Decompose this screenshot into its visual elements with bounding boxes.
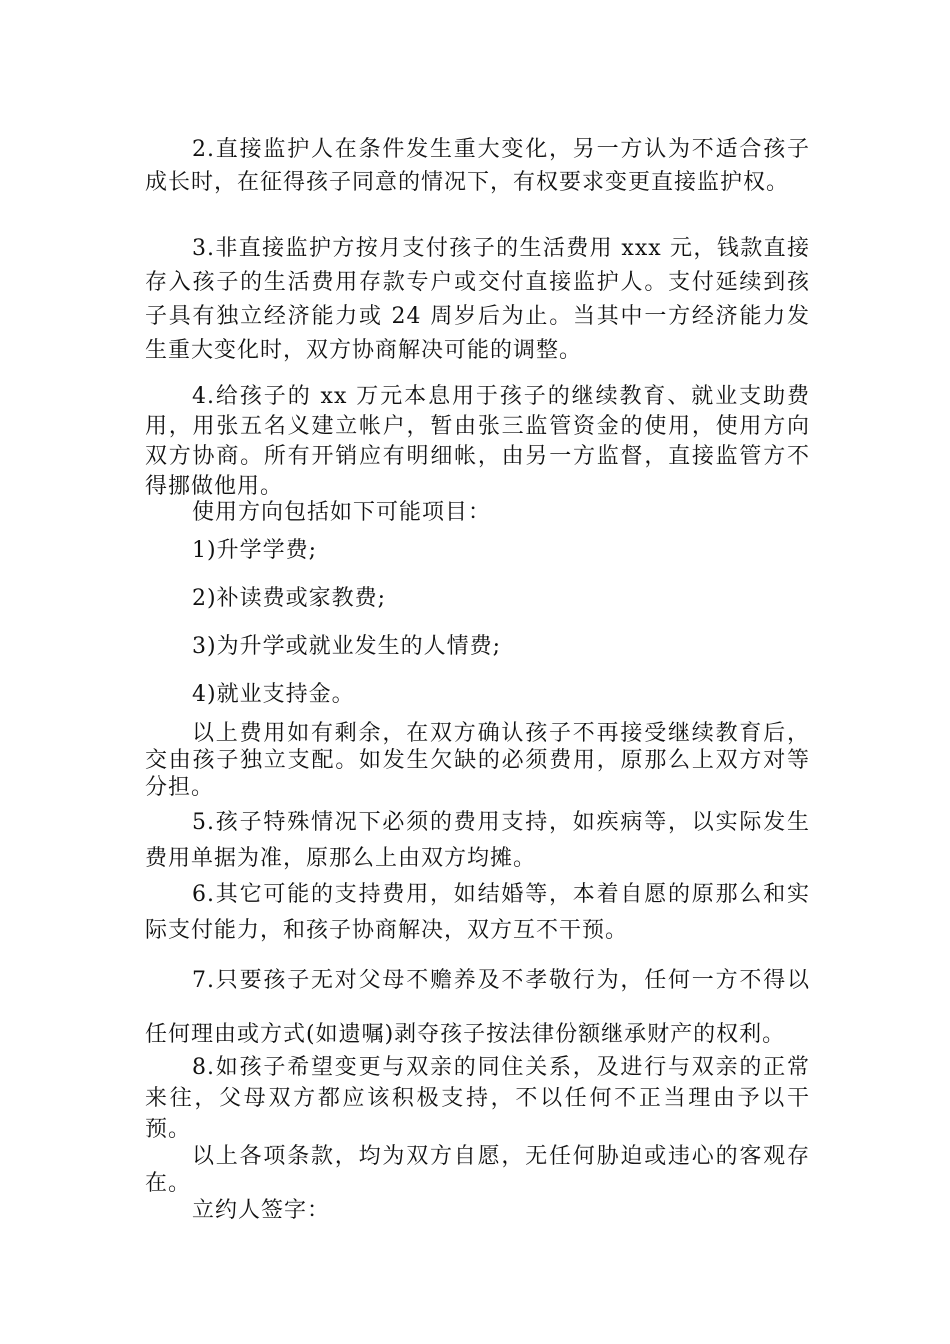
clause-6-paragraph: 6.其它可能的支持费用，如结婚等，本着自愿的原那么和实际支付能力，和孩子协商解决，双方互不干预。	[145, 882, 810, 943]
usage-item-2: 2)补读费或家教费;	[192, 586, 386, 611]
clause-8-paragraph: 8.如孩子希望变更与双亲的同住关系，及进行与双亲的正常来往，父母双方都应该积极支持，不以任何不正当理由予以干预。	[145, 1055, 810, 1142]
remaining-funds-paragraph: 以上费用如有剩余，在双方确认孩子不再接受继续教育后，交由孩子独立支配。如发生欠缺的必须费用，原那么上双方对等分担。	[145, 721, 810, 800]
usage-item-1: 1)升学学费;	[192, 538, 317, 563]
usage-item-4: 4)就业支持金。	[192, 682, 355, 707]
clause-2-paragraph: 2.直接监护人在条件发生重大变化，另一方认为不适合孩子成长时，在征得孩子同意的情况下，有权要求变更直接监护权。	[145, 137, 810, 195]
clause-5-paragraph: 5.孩子特殊情况下必须的费用支持，如疾病等，以实际发生费用单据为准，原那么上由双方均摊。	[145, 810, 810, 871]
signature-label: 立约人签字：	[192, 1198, 331, 1223]
clause-7-paragraph: 7.只要孩子无对父母不赡养及不孝敬行为，任何一方不得以任何理由或方式(如遗嘱)剥夺孩子按法律份额继承财产的权利。	[145, 968, 810, 1047]
clause-4-paragraph: 4.给孩子的 xx 万元本息用于孩子的继续教育、就业支助费用，用张五名义建立帐户，暂由张三监管资金的使用，使用方向双方协商。所有开销应有明细帐，由另一方监督，直接监管方不得挪做他用。	[145, 384, 810, 499]
usage-item-3: 3)为升学或就业发生的人情费;	[192, 634, 501, 659]
usage-intro-line: 使用方向包括如下可能项目：	[192, 500, 492, 525]
clause-3-paragraph: 3.非直接监护方按月支付孩子的生活费用 xxx 元，钱款直接存入孩子的生活费用存款专户或交付直接监护人。支付延续到孩子具有独立经济能力或 24 周岁后为止。当其中一方经济能力发生重大变化时，双方协商解决可能的调整。	[145, 236, 810, 363]
voluntary-statement-paragraph: 以上各项条款，均为双方自愿，无任何胁迫或违心的客观存在。	[145, 1144, 810, 1196]
